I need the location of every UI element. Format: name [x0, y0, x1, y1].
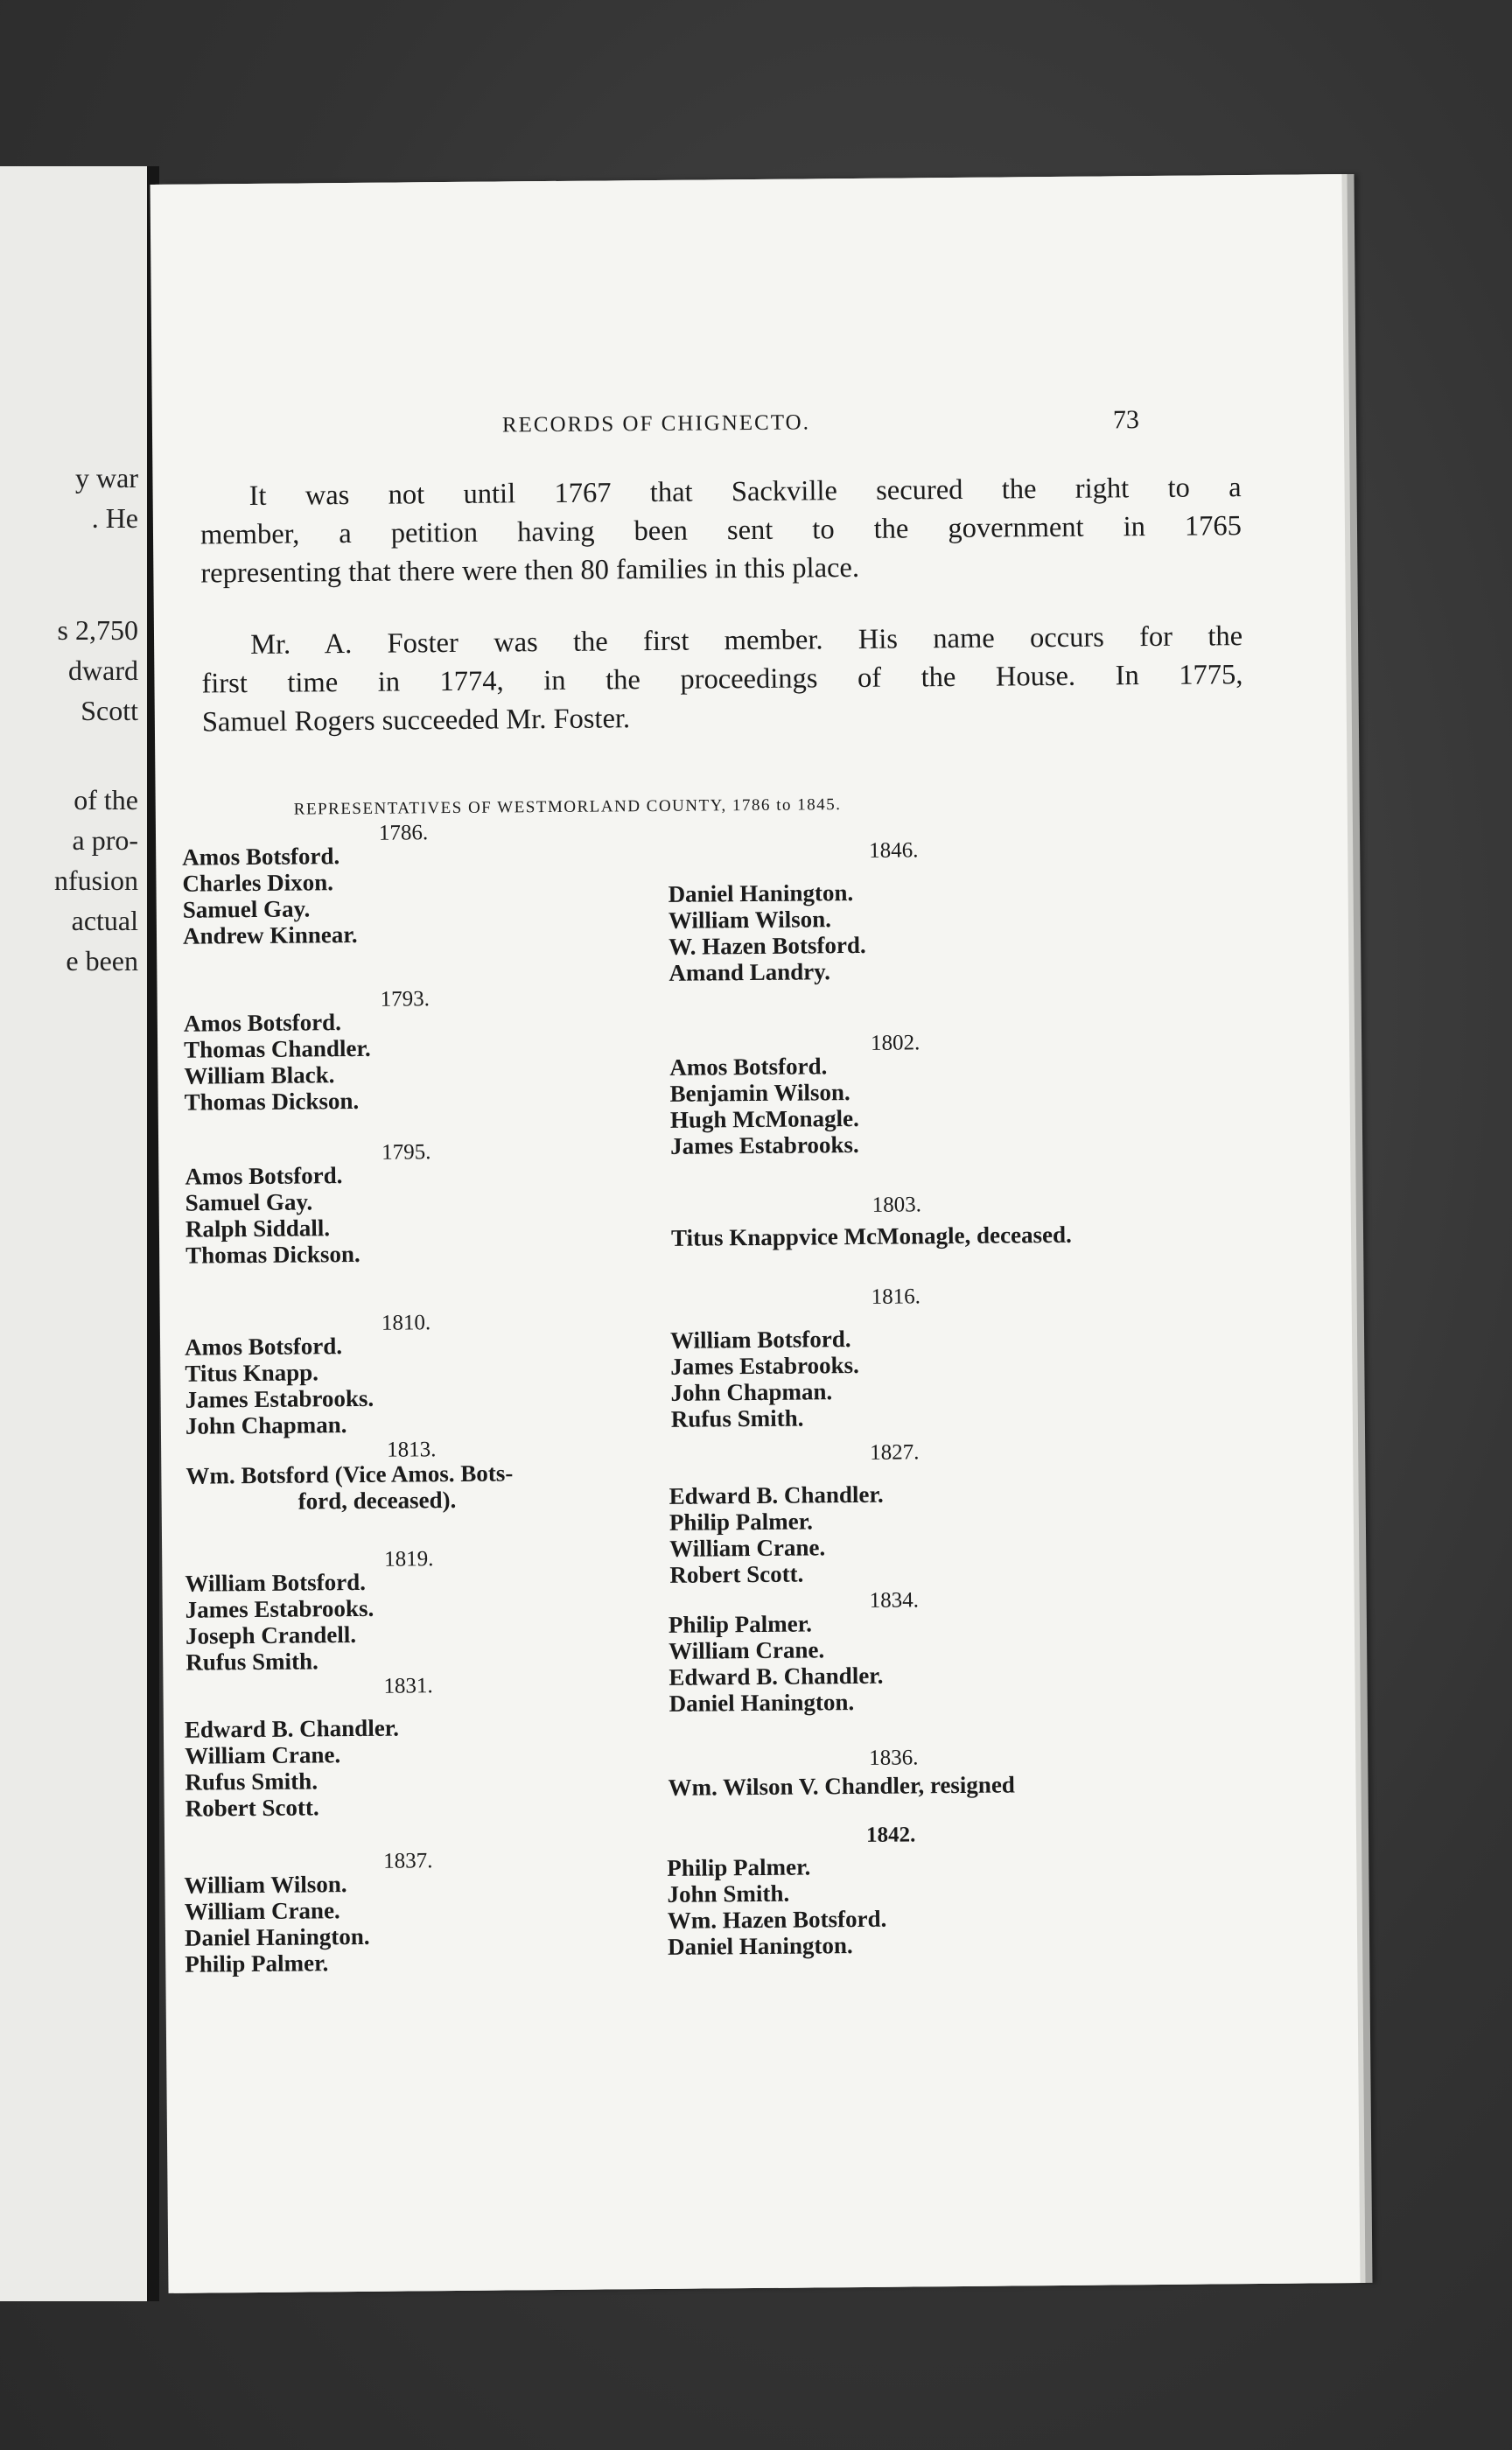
left-page-text: s 2,750: [57, 614, 138, 646]
year-label: 1831.: [383, 1674, 433, 1698]
year-label: 1816.: [871, 1284, 921, 1309]
year-label: 1846.: [869, 838, 919, 863]
left-page-text: nfusion: [54, 864, 138, 896]
member-name: Philip Palmer.: [668, 1508, 814, 1536]
year-label: 1793.: [380, 987, 430, 1012]
member-name: Thomas Dickson.: [184, 1087, 360, 1116]
member-name: Charles Dixon.: [182, 869, 334, 897]
left-page-text: . He: [91, 502, 138, 534]
member-name: William Crane.: [668, 1636, 825, 1664]
book-page: [150, 174, 1361, 2293]
member-name: Titus Knapp.: [185, 1359, 319, 1387]
paragraph-line: Samuel Rogers succeeded Mr. Foster.: [201, 703, 631, 738]
member-name: William Botsford.: [185, 1568, 367, 1597]
year-label: 1842.: [865, 1823, 916, 1847]
member-name: William Wilson.: [184, 1871, 347, 1899]
member-name: Samuel Gay.: [185, 1188, 313, 1216]
year-label: 1802.: [870, 1031, 920, 1055]
member-name: Philip Palmer.: [668, 1610, 813, 1638]
member-name: Samuel Gay.: [182, 895, 311, 923]
member-name: William Wilson.: [668, 906, 832, 934]
member-name: William Crane.: [669, 1534, 826, 1562]
year-label: 1836.: [869, 1746, 919, 1770]
member-name: Daniel Hanington.: [184, 1922, 370, 1951]
member-name: James Estabrooks.: [185, 1594, 374, 1623]
member-name: James Estabrooks.: [670, 1351, 859, 1380]
member-name: Amos Botsford.: [185, 1162, 343, 1190]
paragraph-line: Mr. A. Foster was the first member. His name occurs for the: [249, 620, 1243, 662]
member-name: John Smith.: [667, 1880, 790, 1908]
running-header: RECORDS OF CHIGNECTO.: [501, 410, 811, 438]
member-name: Rufus Smith.: [185, 1768, 318, 1796]
year-label: 1827.: [870, 1440, 920, 1465]
left-page-text: Scott: [80, 695, 138, 726]
member-name: Andrew Kinnear.: [182, 920, 358, 949]
left-page-text: of the: [74, 784, 138, 816]
member-name: William Crane.: [185, 1741, 341, 1769]
left-page-text: e been: [66, 945, 138, 976]
member-name: John Chapman.: [185, 1411, 347, 1439]
year-label: 1813.: [387, 1438, 437, 1462]
member-name: ford, deceased).: [298, 1486, 457, 1515]
left-page-text: dward: [68, 654, 138, 686]
member-name: William Black.: [184, 1061, 335, 1089]
member-name: Amos Botsford.: [183, 1009, 342, 1037]
member-name: Edward B. Chandler.: [668, 1662, 884, 1690]
member-name: Robert Scott.: [669, 1560, 804, 1588]
member-name: Amos Botsford.: [182, 843, 340, 871]
paragraph-line: first time in 1774, in the proceedings of the House. In 1775,: [201, 659, 1243, 700]
member-name: Hugh McMonagle.: [669, 1104, 859, 1133]
year-label: 1819.: [384, 1547, 434, 1572]
left-page-text: a pro-: [72, 824, 138, 856]
member-name: Philip Palmer.: [185, 1950, 329, 1978]
year-label: 1810.: [381, 1311, 431, 1335]
paragraph: [201, 617, 1243, 741]
member-name: Benjamin Wilson.: [669, 1079, 850, 1107]
left-page-text: actual: [71, 905, 138, 936]
year-label: 1786.: [378, 821, 429, 845]
member-name: James Estabrooks.: [185, 1384, 374, 1413]
member-name: James Estabrooks.: [669, 1130, 859, 1159]
paragraph-line: It was not until 1767 that Sackville secured the right to a: [248, 472, 1242, 513]
member-name: Amand Landry.: [668, 958, 831, 986]
paragraph-line: representing that there were then 80 families in this place.: [200, 551, 860, 590]
member-name: Daniel Hanington.: [667, 1932, 853, 1960]
member-name: Thomas Dickson.: [186, 1240, 360, 1269]
member-name: Joseph Crandell.: [185, 1620, 357, 1649]
member-name: Amos Botsford.: [669, 1053, 828, 1081]
member-name: Wm. Hazen Botsford.: [667, 1905, 887, 1934]
member-name: Rufus Smith.: [670, 1404, 804, 1432]
member-name: W. Hazen Botsford.: [668, 931, 866, 960]
member-name: William Botsford.: [669, 1326, 851, 1354]
member-name: William Crane.: [184, 1897, 340, 1925]
left-page-text: y war: [75, 462, 138, 494]
paragraph: [200, 468, 1242, 592]
member-name: Thomas Chandler.: [184, 1034, 371, 1063]
member-name: Daniel Hanington.: [668, 1689, 855, 1717]
member-name: Wm. Wilson V. Chandler, resigned: [668, 1771, 1016, 1801]
member-name: John Chapman.: [670, 1378, 833, 1406]
year-label: 1803.: [872, 1193, 922, 1217]
year-label: 1834.: [869, 1588, 920, 1613]
member-name: Titus Knappvice McMonagle, deceased.: [670, 1221, 1072, 1251]
member-name: Edward B. Chandler.: [184, 1714, 400, 1743]
member-name: Philip Palmer.: [667, 1853, 811, 1881]
page-number: 73: [1112, 405, 1140, 435]
member-name: Robert Scott.: [185, 1794, 319, 1822]
member-name: Wm. Botsford (Vice Amos. Bots-: [186, 1460, 514, 1489]
left-page-edge: [0, 166, 147, 2301]
year-label: 1795.: [382, 1140, 431, 1165]
year-label: 1837.: [383, 1849, 433, 1873]
member-name: Rufus Smith.: [186, 1648, 318, 1676]
member-name: Ralph Siddall.: [185, 1214, 331, 1242]
member-name: Amos Botsford.: [184, 1333, 343, 1361]
paragraph-line: member, a petition having been sent to the government in 1765: [200, 510, 1242, 551]
member-name: Edward B. Chandler.: [668, 1480, 884, 1509]
member-name: Daniel Hanington.: [668, 879, 854, 907]
table-title: REPRESENTATIVES OF WESTMORLAND COUNTY, 1786 to 1845.: [293, 795, 842, 819]
